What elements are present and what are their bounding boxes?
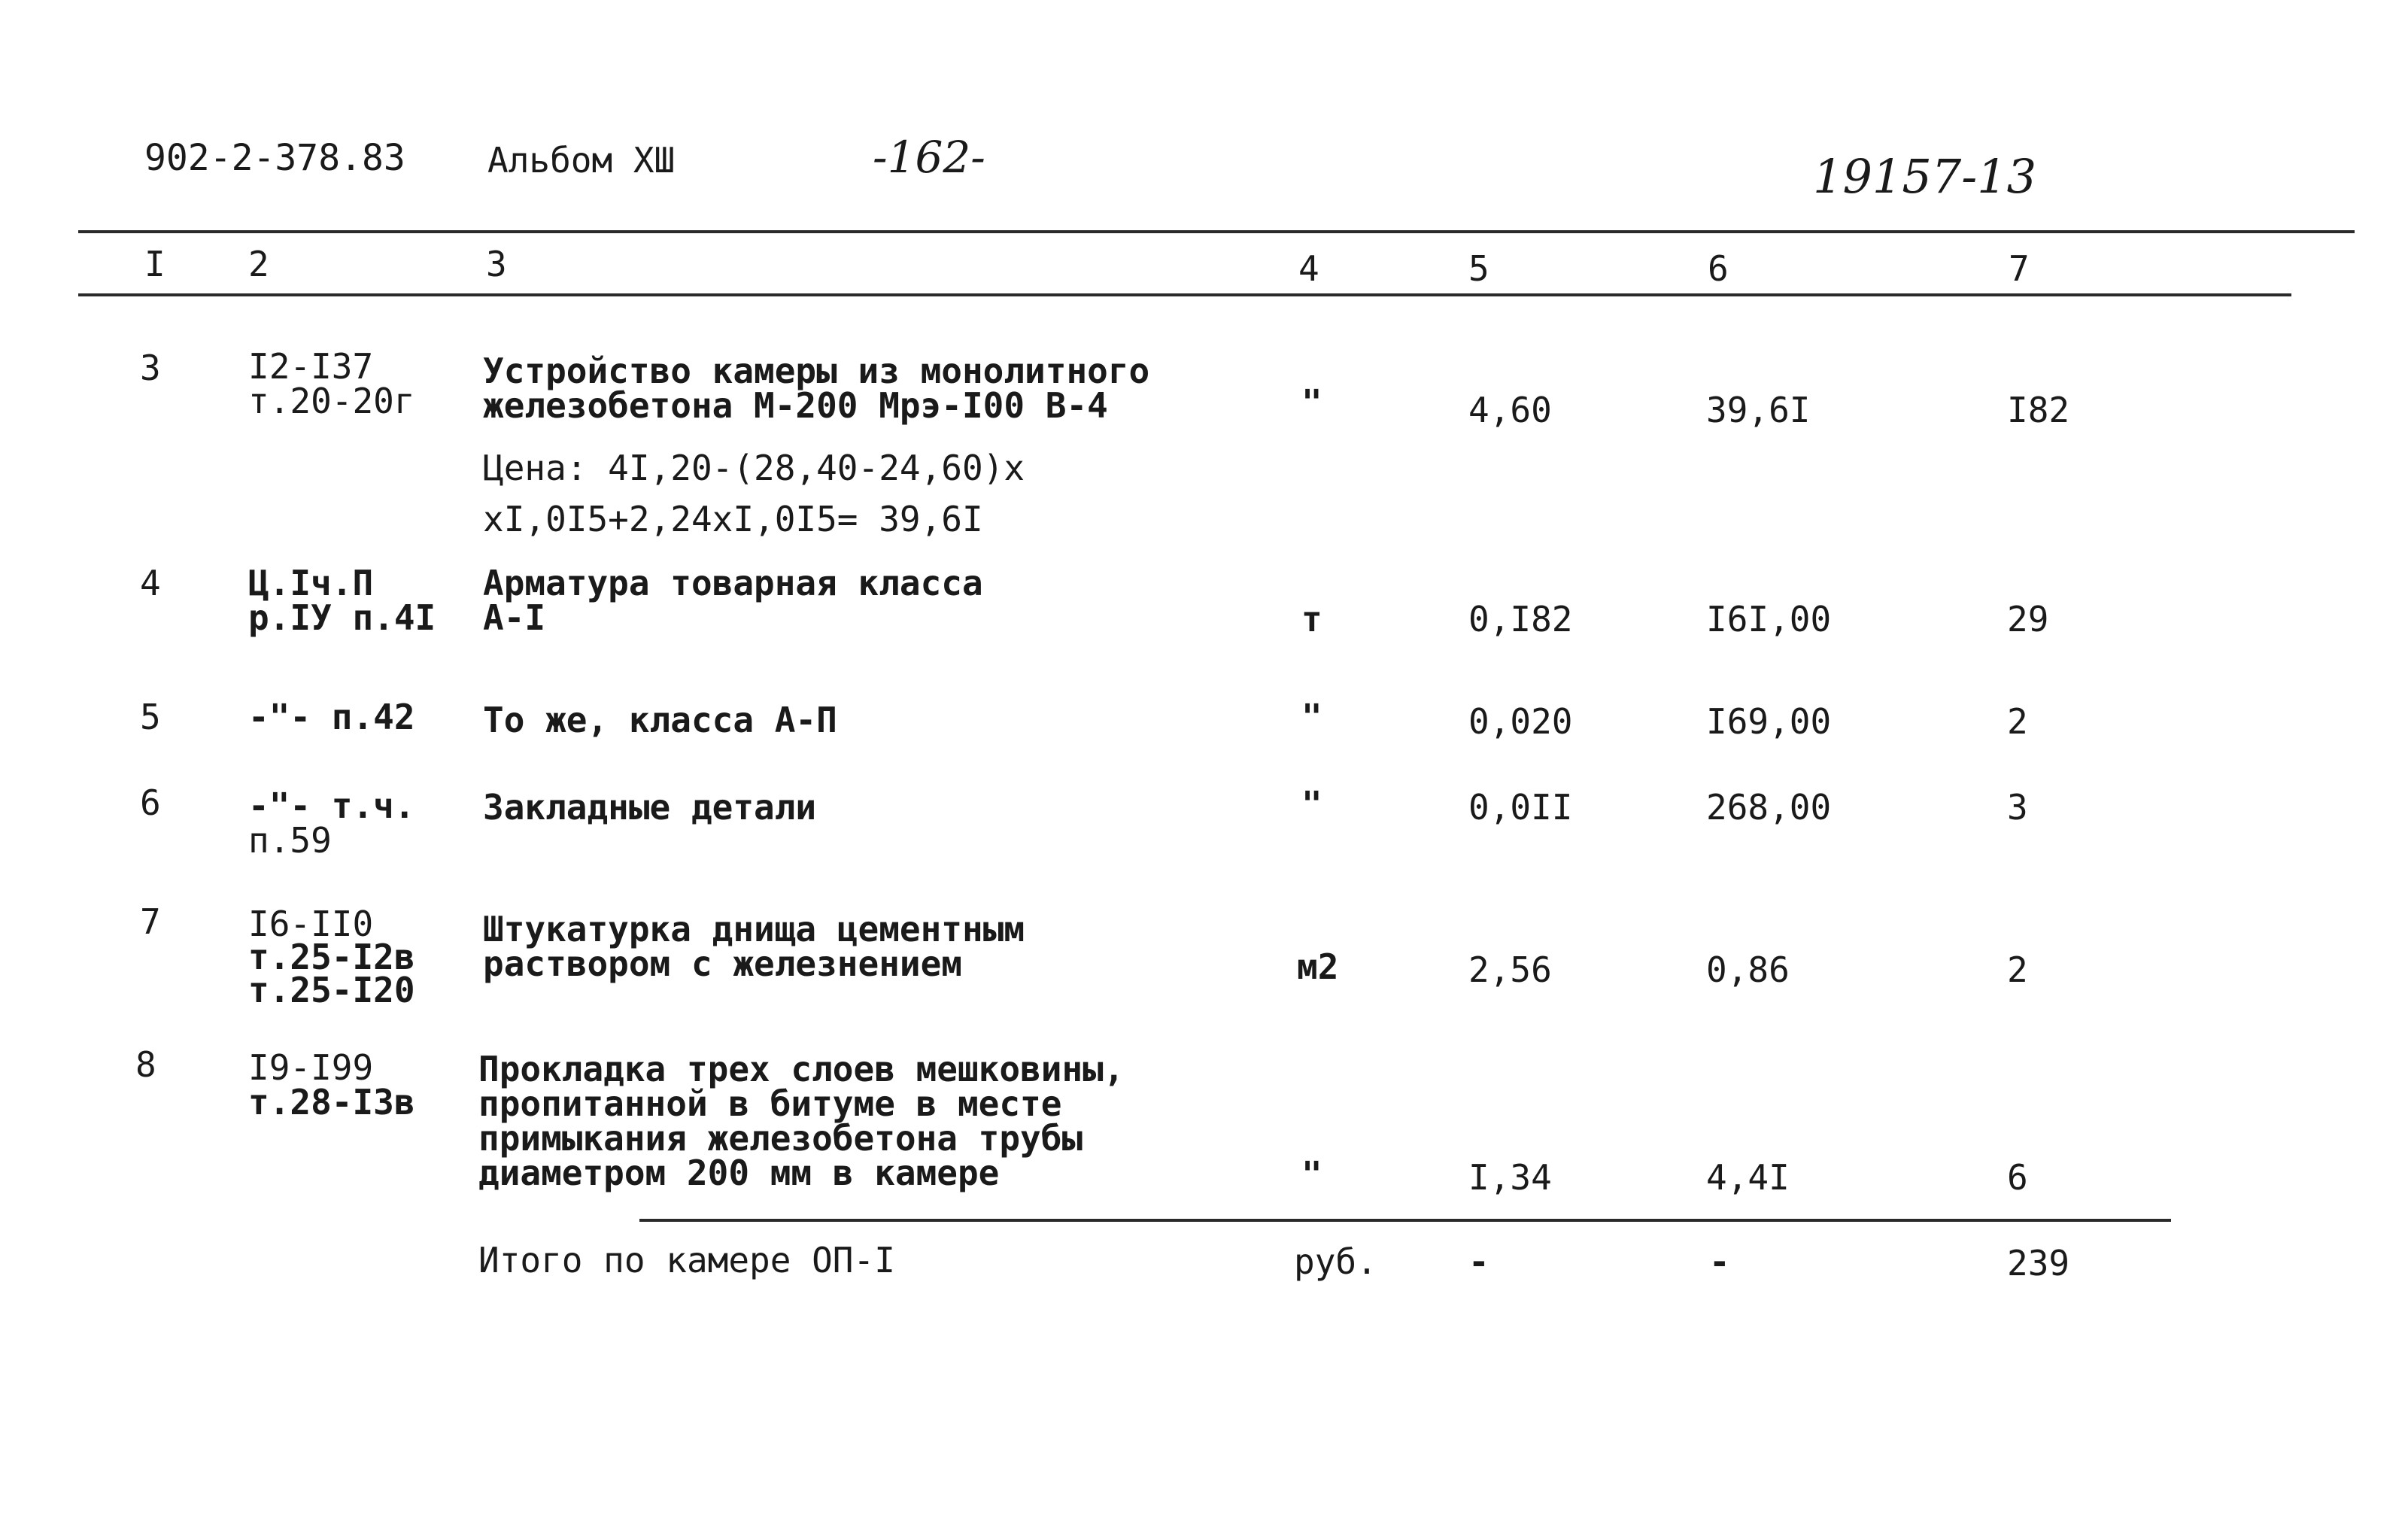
col-header-2: 2: [248, 244, 269, 284]
desc-line: А-I: [483, 597, 546, 638]
desc-line: Арматура товарная класса: [483, 563, 983, 603]
col-header-7: 7: [2009, 248, 2030, 289]
row-number: 4: [140, 563, 161, 603]
total-unit: руб.: [1294, 1241, 1377, 1282]
total-rule: [639, 1219, 2171, 1222]
code-line: т.25-I20: [248, 970, 415, 1010]
archive-number: 19157-13: [1813, 149, 2037, 204]
col-header-5: 5: [1468, 248, 1489, 289]
price-formula: [483, 442, 1025, 545]
row-description: [483, 787, 817, 828]
code-line: т.20-20г: [248, 381, 415, 421]
header-bottom-rule: [78, 293, 2291, 296]
row-unit-price: I69,00: [1706, 701, 1832, 742]
total-label: Итого по камере ОП-I: [478, 1240, 895, 1280]
row-cost: 29: [2007, 599, 2049, 639]
desc-line: раствором с железнением: [483, 943, 962, 984]
row-code: [248, 563, 436, 638]
row-unit: ": [1301, 382, 1322, 423]
formula-line: Цена: 4I,20-(28,40-24,60)x: [483, 448, 1025, 488]
row-unit: ": [1301, 1154, 1322, 1195]
col-header-4: 4: [1298, 248, 1319, 289]
row-quantity: 2,56: [1468, 949, 1552, 990]
row-code: [248, 697, 415, 737]
total-unit-price: -: [1709, 1241, 1730, 1282]
row-description: [483, 563, 983, 638]
desc-line: диаметром 200 мм в камере: [478, 1153, 1000, 1193]
formula-line: xI,0I5+2,24xI,0I5= 39,6I: [483, 499, 983, 539]
row-code: [248, 785, 415, 861]
row-cost: 2: [2007, 701, 2028, 742]
row-unit-price: 268,00: [1706, 787, 1832, 828]
desc-line: Штукатурка днища цементным: [483, 909, 1025, 949]
row-unit-price: 4,4I: [1706, 1157, 1790, 1198]
total-cost: 239: [2007, 1243, 2070, 1283]
desc-line: Устройство камеры из монолитного: [483, 351, 1150, 391]
row-description: [478, 1049, 1125, 1193]
row-number: 8: [135, 1044, 156, 1085]
row-quantity: I,34: [1468, 1157, 1552, 1198]
row-quantity: 0,I82: [1468, 599, 1573, 639]
code-line: Ц.Iч.П: [248, 563, 374, 603]
row-cost: I82: [2007, 390, 2070, 430]
code-line: т.28-I3в: [248, 1082, 415, 1122]
code-line: I2-I37: [248, 346, 374, 387]
code-line: т.25-I2в: [248, 937, 415, 977]
doc-code: 902-2-378.83: [144, 137, 405, 179]
row-unit-price: 0,86: [1706, 949, 1790, 990]
row-unit: м2: [1297, 946, 1339, 987]
row-description: [483, 351, 1150, 426]
header-top-rule: [78, 230, 2355, 233]
row-number: 5: [140, 697, 161, 737]
row-cost: 2: [2007, 949, 2028, 990]
row-unit-price: 39,6I: [1706, 390, 1811, 430]
code-line: р.IУ п.4I: [248, 597, 436, 638]
row-number: 3: [140, 348, 161, 388]
album-label: Альбом XШ: [487, 140, 676, 181]
col-header-1: I: [144, 244, 165, 284]
row-code: [248, 346, 415, 421]
total-quantity: -: [1468, 1241, 1489, 1282]
desc-line: примыкания железобетона трубы: [478, 1118, 1083, 1159]
row-quantity: 0,020: [1468, 701, 1573, 742]
code-line: -"- п.42: [248, 697, 415, 737]
row-unit: ": [1301, 697, 1322, 737]
row-code: [248, 1047, 415, 1122]
desc-line: Прокладка трех слоев мешковины,: [478, 1049, 1125, 1089]
row-cost: 3: [2007, 787, 2028, 828]
row-cost: 6: [2007, 1157, 2028, 1198]
code-line: п.59: [248, 820, 332, 861]
desc-line: пропитанной в битуме в месте: [478, 1083, 1062, 1124]
row-quantity: 0,0II: [1468, 787, 1573, 828]
row-number: 6: [140, 782, 161, 823]
row-unit: ": [1301, 784, 1322, 825]
row-unit: т: [1301, 599, 1322, 639]
col-header-3: 3: [486, 244, 507, 284]
row-description: [483, 700, 837, 740]
desc-line: Закладные детали: [483, 787, 817, 828]
row-number: 7: [140, 901, 161, 942]
code-line: I9-I99: [248, 1047, 374, 1088]
row-description: [483, 909, 1025, 984]
col-header-6: 6: [1708, 248, 1729, 289]
row-quantity: 4,60: [1468, 390, 1552, 430]
row-unit-price: I6I,00: [1706, 599, 1832, 639]
row-code: [248, 904, 415, 1010]
desc-line: железобетона М-200 Мрэ-I00 В-4: [483, 385, 1108, 426]
page-number: -162-: [873, 132, 985, 183]
code-line: -"- т.ч.: [248, 785, 415, 826]
desc-line: То же, класса А-П: [483, 700, 837, 740]
code-line: I6-II0: [248, 904, 374, 944]
